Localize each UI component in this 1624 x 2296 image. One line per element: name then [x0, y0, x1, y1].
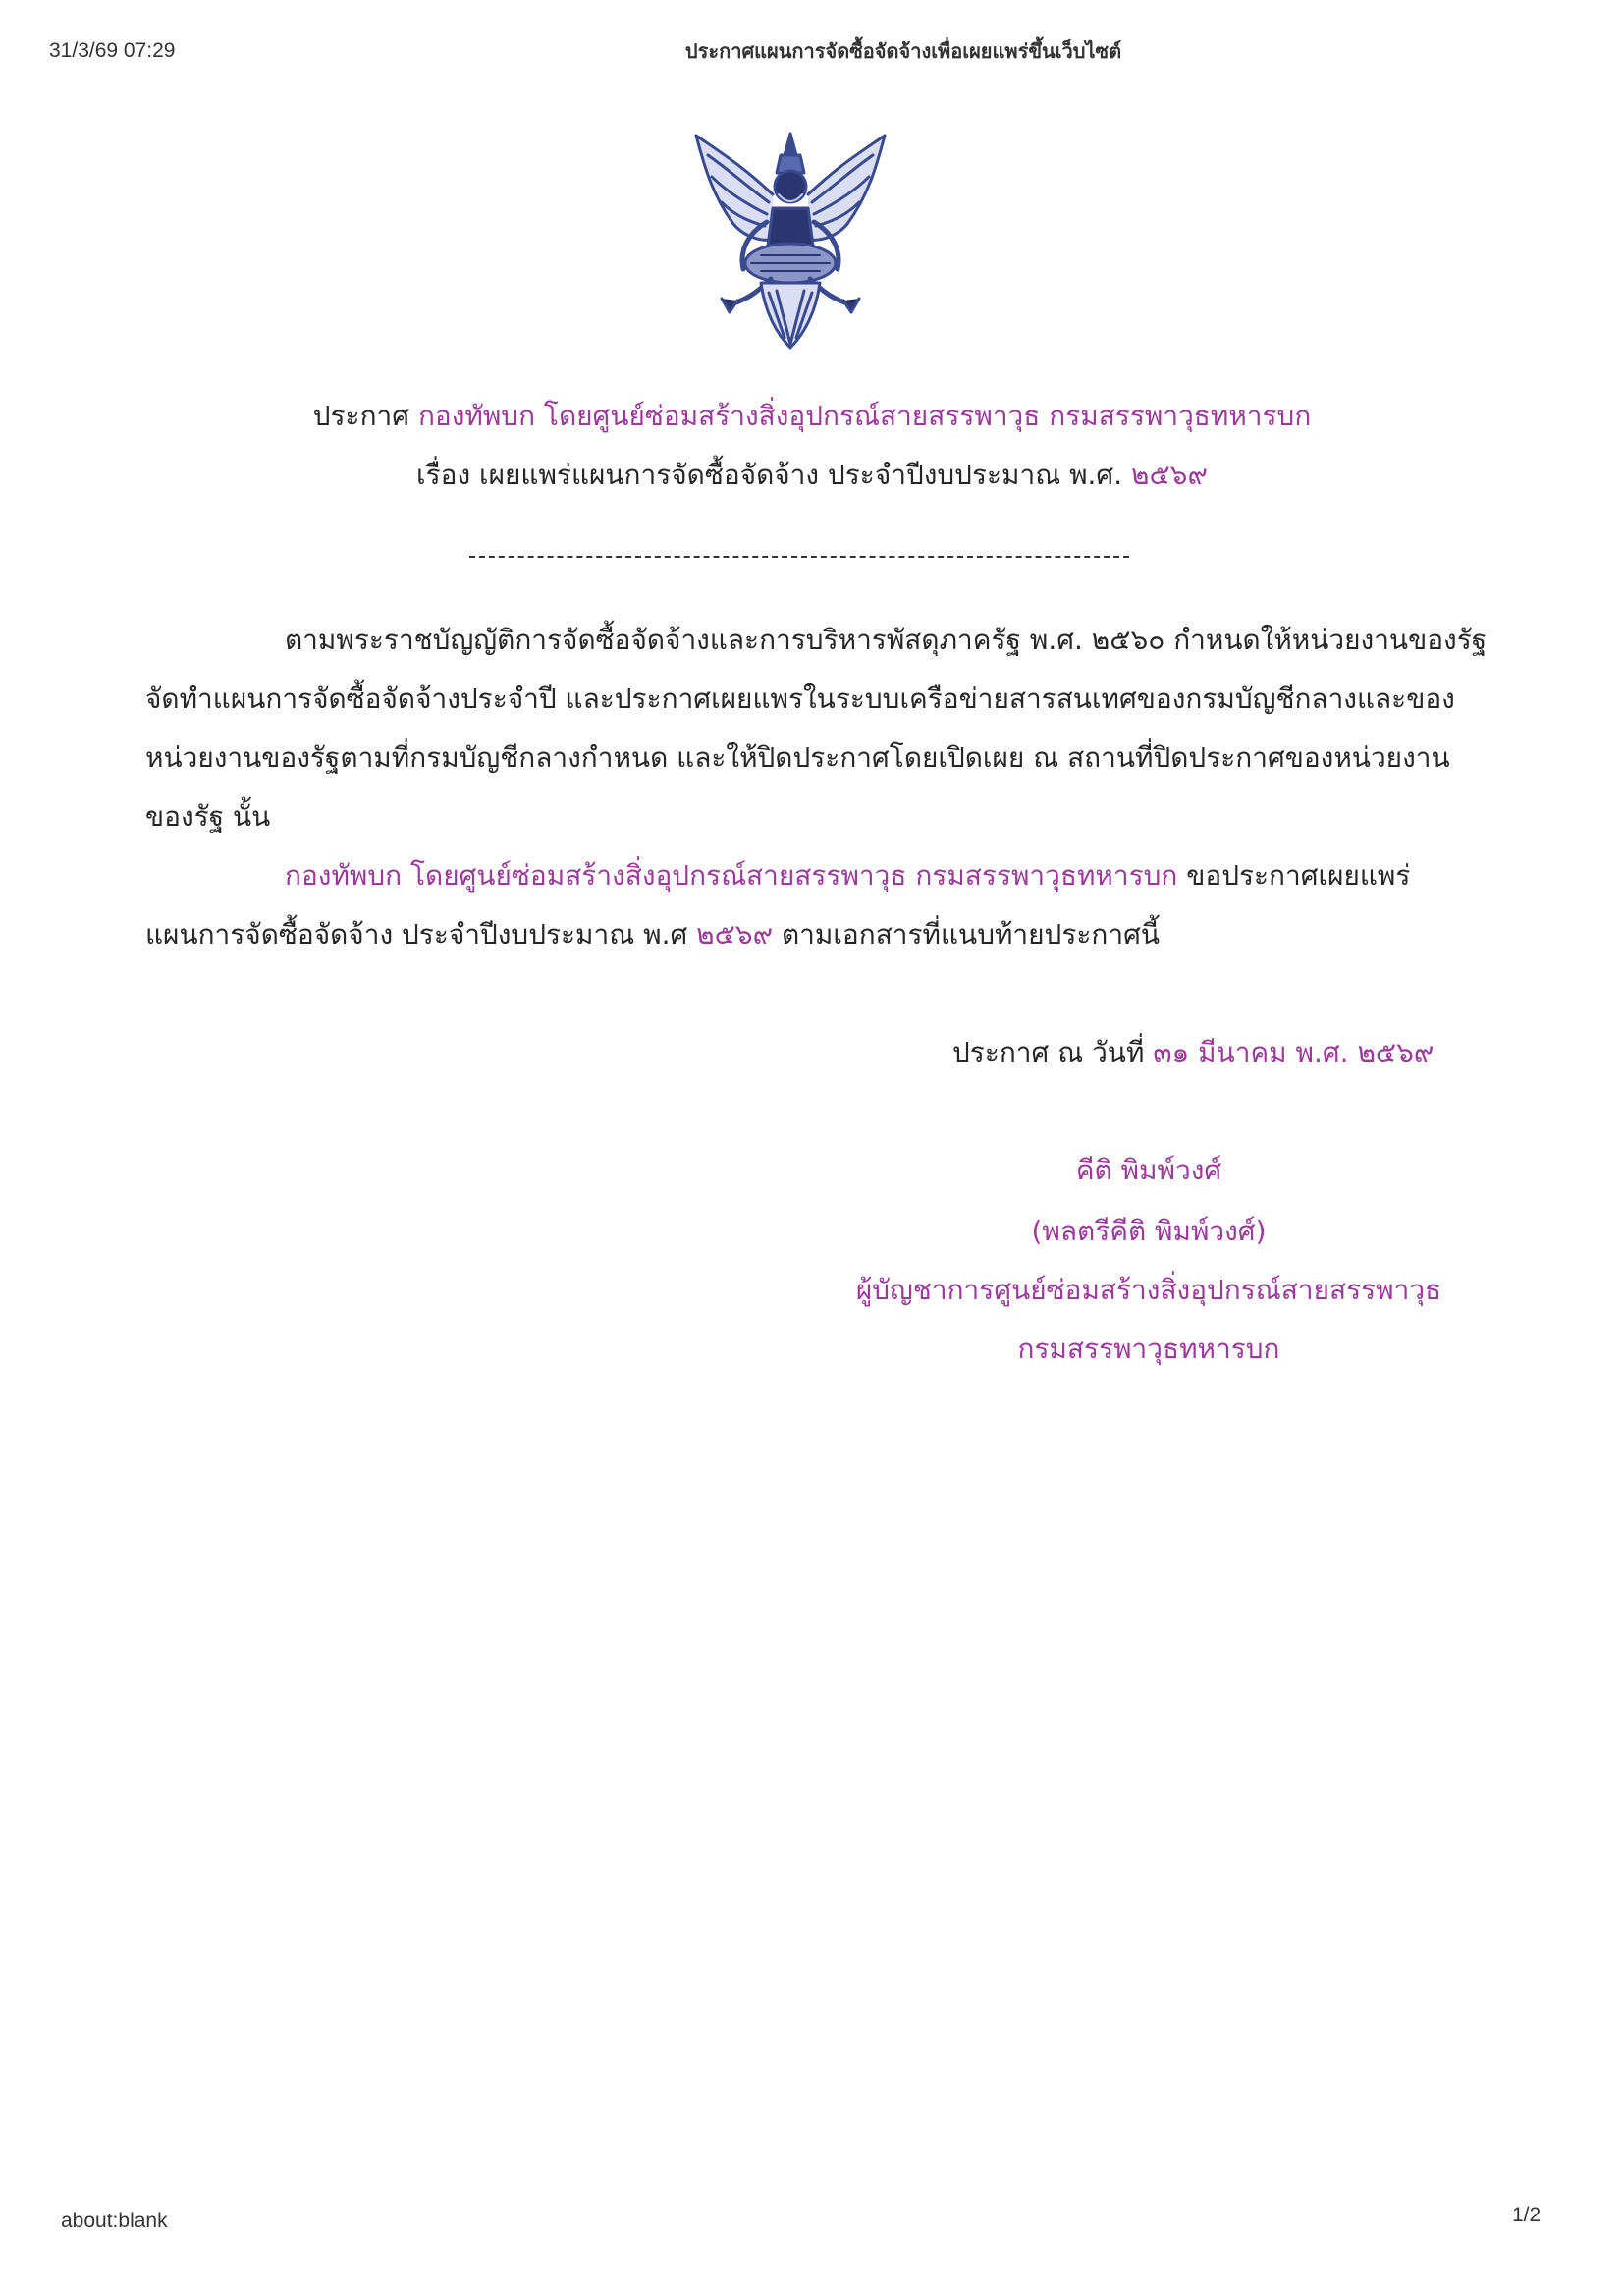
paragraph-2-year: ๒๕๖๙ [696, 918, 774, 951]
paragraph-1-line-3: หน่วยงานของรัฐตามที่กรมบัญชีกลางกำหนด และให้ปิดประกาศโดยเปิดเผย ณ สถานที่ปิดประกาศของหน่วยงาน [145, 741, 1450, 774]
announcement-date [952, 1033, 1434, 1072]
paragraph-1-line-1: ตามพระราชบัญญัติการจัดซื้อจัดจ้างและการบริหารพัสดุภาครัฐ พ.ศ. ๒๕๖๐ กำหนดให้หน่วยงานของรัฐ [285, 624, 1488, 656]
subject-text: เรื่อง เผยแพร่แผนการจัดซื้อจัดจ้าง ประจำปีงบประมาณ พ.ศ. [416, 459, 1123, 491]
paragraph-1-line-2: จัดทำแผนการจัดซื้อจัดจ้างประจำปี และประกาศเผยแพรในระบบเครือข่ายสารสนเทศของกรมบัญชีกลางและของ [145, 683, 1455, 715]
announcement-subject [0, 456, 1624, 495]
paragraph-2-line-1 [285, 856, 1410, 896]
announcement-agency: กองทัพบก โดยศูนย์ซ่อมสร้างสิ่งอุปกรณ์สายสรรพาวุธ กรมสรรพาวุธทหารบก [417, 400, 1312, 432]
paragraph-2-line-2 [145, 915, 1160, 955]
print-page-number: 1/2 [1512, 2204, 1542, 2226]
print-title: ประกาศแผนการจัดซื้อจัดจ้างเพื่อเผยแพร่ขึ้นเว็บไซต์ [684, 39, 1122, 63]
paragraph-2-agency: กองทัพบก โดยศูนย์ซ่อมสร้างสิ่งอุปกรณ์สายสรรพาวุธ กรมสรรพาวุธทหารบก [285, 859, 1178, 892]
date-prefix: ประกาศ ณ วันที่ [952, 1036, 1154, 1068]
dashed-divider [469, 556, 1129, 558]
announcement-title [0, 397, 1624, 436]
signed-name: คีติ พิมพ์วงศ์ [1075, 1154, 1222, 1186]
subject-year: ๒๕๖๙ [1131, 459, 1208, 491]
paragraph-2-text-a: แผนการจัดซื้อจัดจ้าง ประจำปีงบประมาณ พ.ศ [145, 918, 697, 951]
print-datetime: 31/3/69 07:29 [49, 39, 176, 62]
signatory-position: ผู้บัญชาการศูนย์ซ่อมสร้างสิ่งอุปกรณ์สายสรรพาวุธ [855, 1274, 1442, 1306]
signatory-full-name: (พลตรีคีติ พิมพ์วงศ์) [1031, 1215, 1267, 1247]
paragraph-1-line-4: ของรัฐ นั้น [145, 800, 271, 833]
garuda-emblem-icon [682, 126, 898, 357]
paragraph-2-text-b: ตามเอกสารที่แนบท้ายประกาศนี้ [773, 918, 1160, 951]
paragraph-2-rest: ขอประกาศเผยแพร่ [1177, 859, 1411, 892]
announcement-prefix: ประกาศ [312, 400, 410, 432]
print-url: about:blank [61, 2210, 168, 2232]
signatory-department: กรมสรรพาวุธทหารบก [1017, 1333, 1280, 1365]
date-value: ๓๑ มีนาคม พ.ศ. ๒๕๖๙ [1153, 1036, 1435, 1068]
